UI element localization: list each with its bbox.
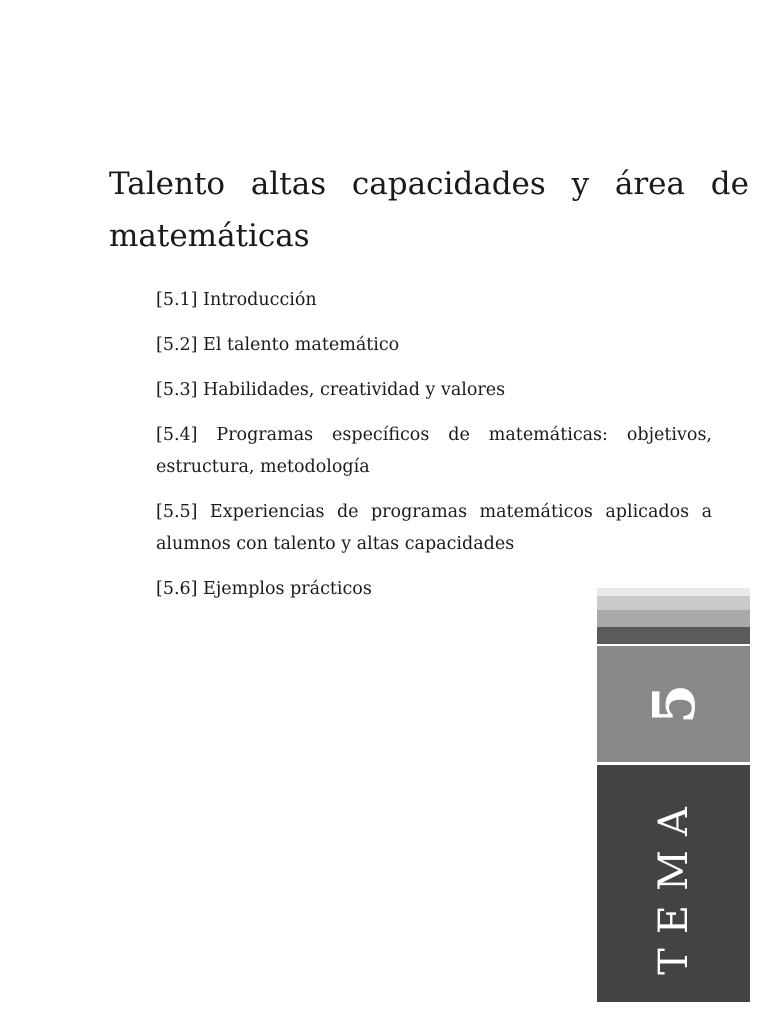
tab-strip-lightest xyxy=(597,588,750,596)
tab-strip-light xyxy=(597,596,750,610)
table-of-contents xyxy=(156,284,712,618)
toc-item-5-6: [5.6] Ejemplos prácticos xyxy=(156,579,372,599)
toc-item-5-3: [5.3] Habilidades, creatividad y valores xyxy=(156,380,506,400)
tab-strip-medium xyxy=(597,610,750,627)
chapter-tab xyxy=(597,588,750,1002)
tab-strip-dark xyxy=(597,627,750,644)
chapter-word-box xyxy=(597,765,750,1002)
toc-item-5-4: [5.4] Programas específicos de matemáticas: objetivos, estructura, metodología xyxy=(156,425,712,477)
toc-item-5-1: [5.1] Introducción xyxy=(156,290,317,310)
toc-item-5-5: [5.5] Experiencias de programas matemáticos aplicados a alumnos con talento y altas capacidades xyxy=(156,502,712,554)
chapter-number-box xyxy=(597,646,750,762)
page-title: Talento altas capacidades y área de matemáticas xyxy=(109,166,749,254)
chapter-word: TEMA xyxy=(650,792,697,975)
chapter-number: 5 xyxy=(639,683,708,725)
toc-item-5-2: [5.2] El talento matemático xyxy=(156,335,400,355)
